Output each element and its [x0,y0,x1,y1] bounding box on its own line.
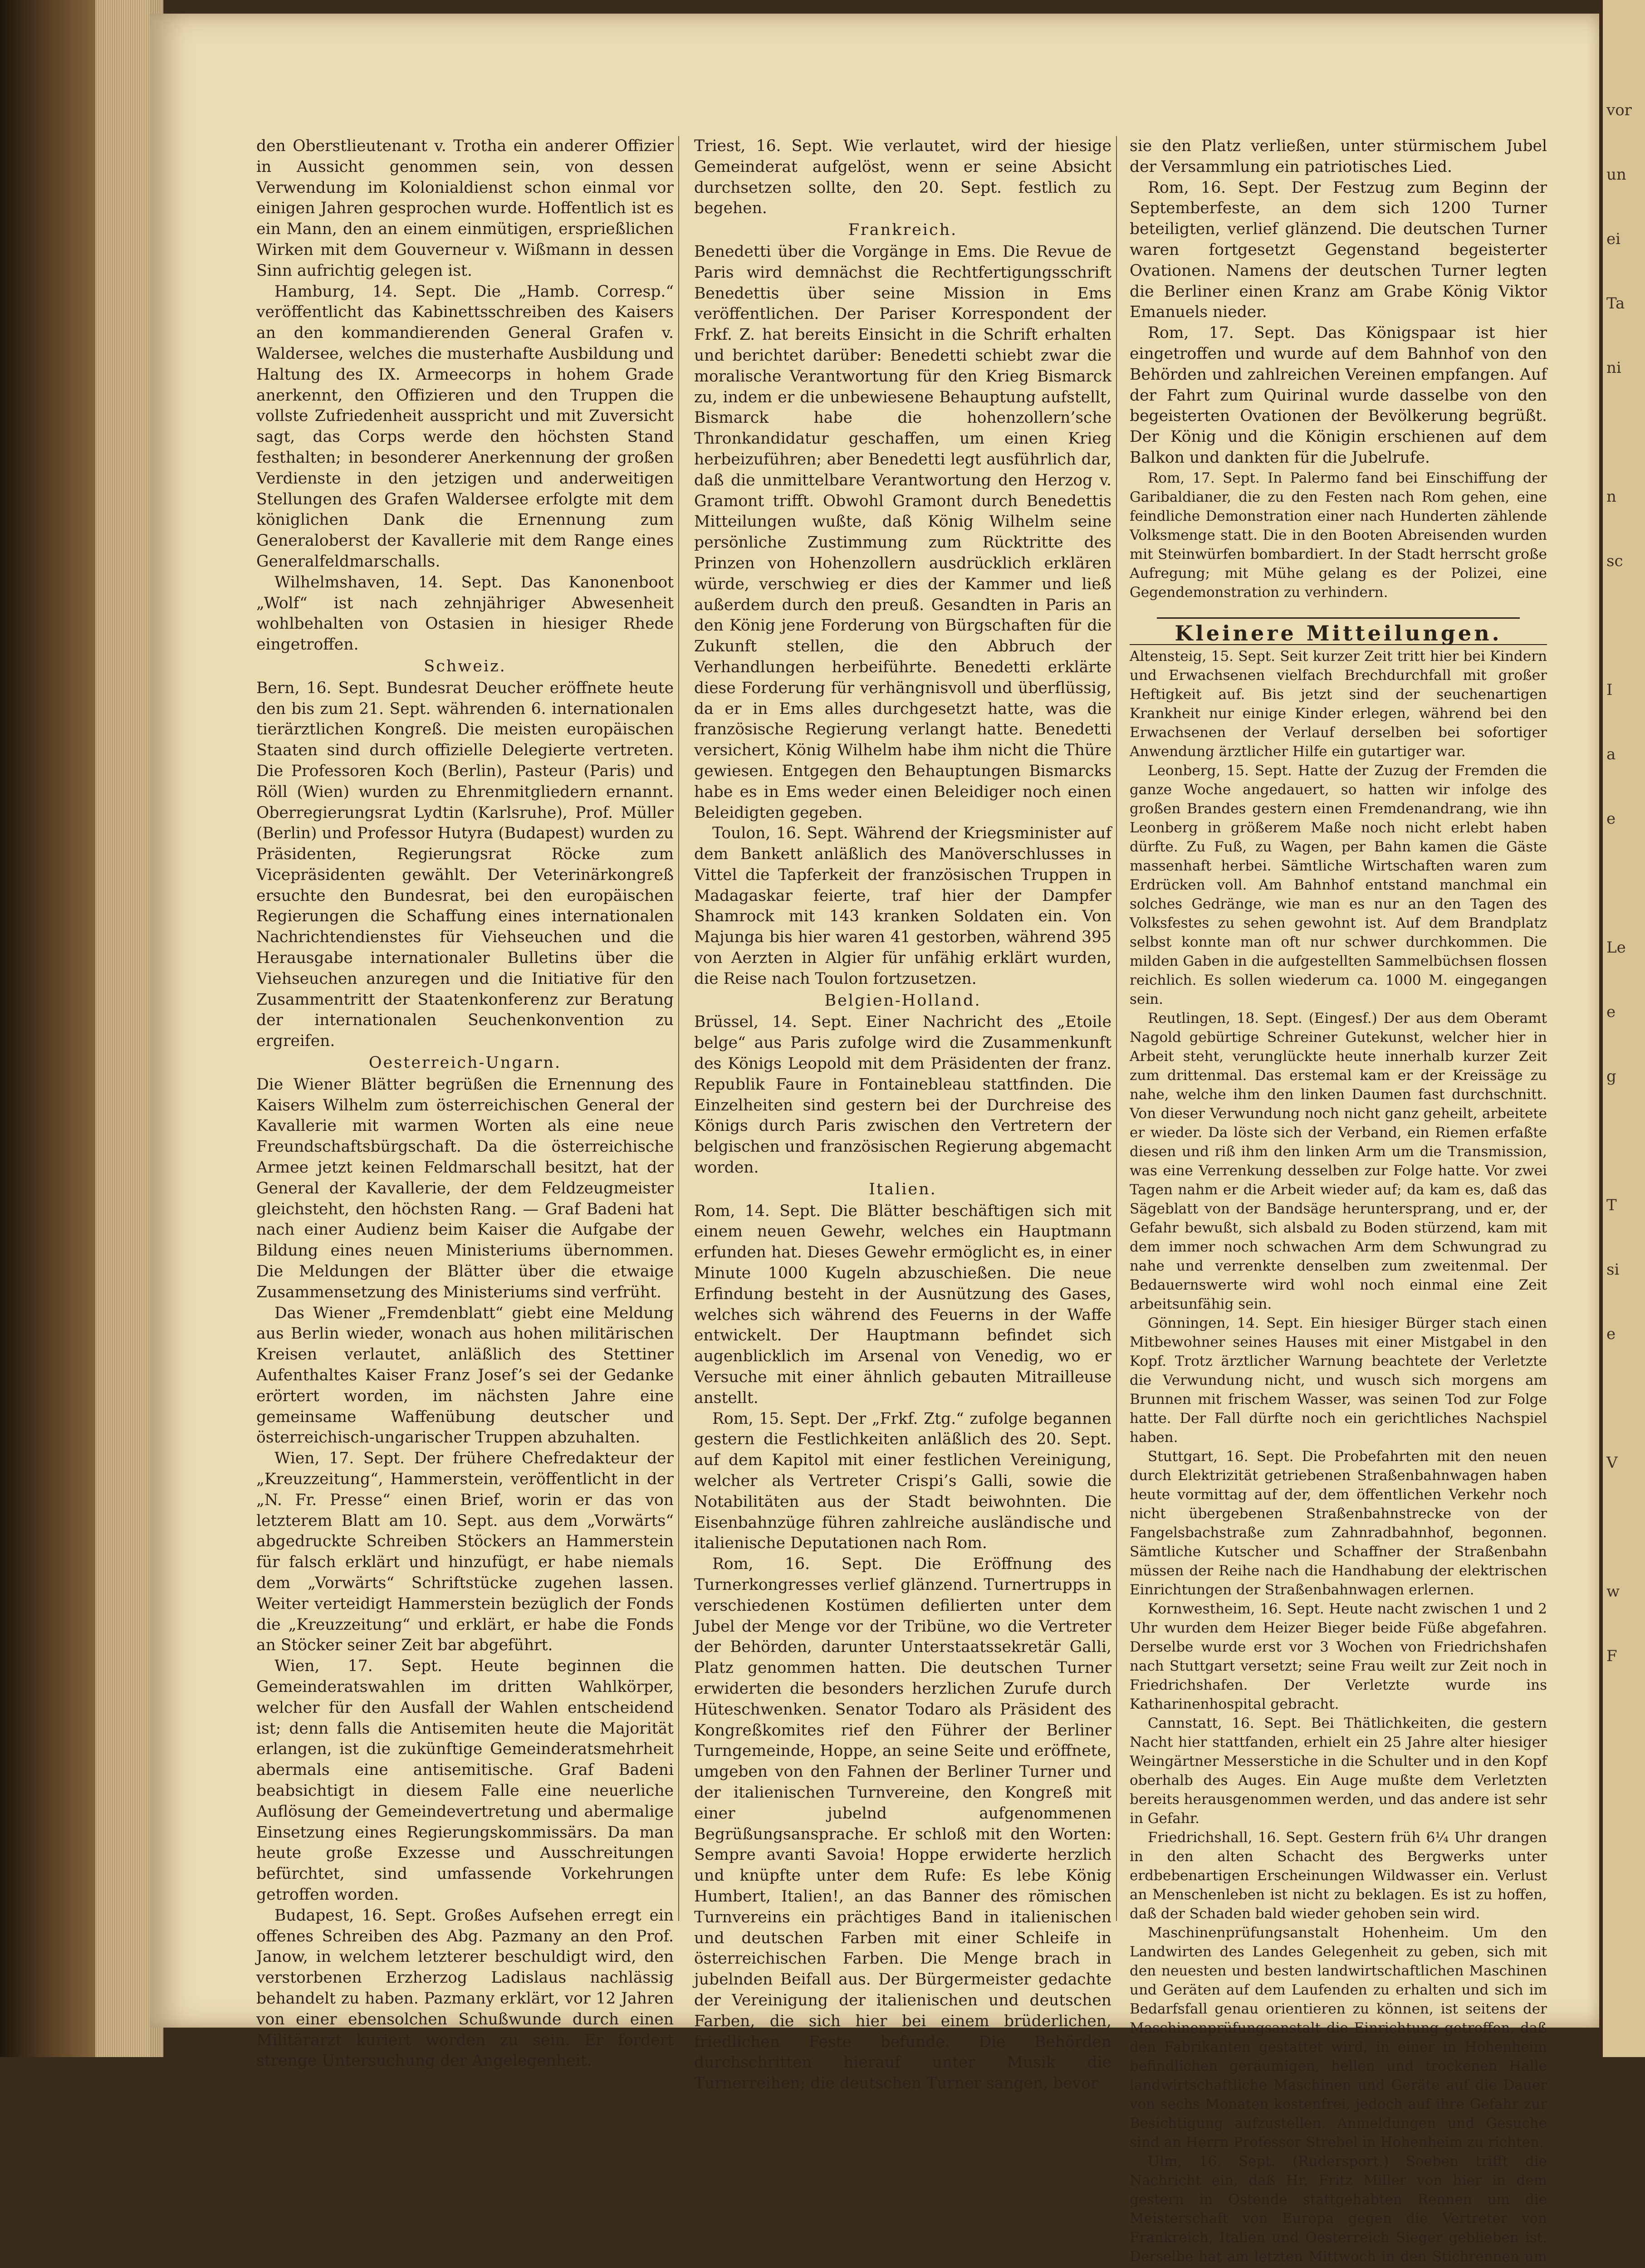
fragment-line [1606,615,1645,636]
column-rule-1 [678,136,679,1921]
section-heading: Oesterreich-Ungarn. [368,1054,562,1072]
article-paragraph: Rom, 16. Sept. Der Festzug zum Beginn der Septemberfeste, an dem sich 1200 Turner beteiligten, verlief glänzend. Die deutschen Turner waren fortgesetzt Gegenstand begeisterter Ovationen. Namens der deutschen Turner legten die Berliner einen Kranz am Grabe König Viktor Emanuels nieder. [1130,178,1547,322]
section-heading: Schweiz. [424,657,506,675]
fragment-line: Ta [1606,294,1625,313]
article-paragraph: Reutlingen, 18. Sept. (Eingesf.) Der aus dem Oberamt Nagold gebürtige Schreiner Gutekunst, welcher hier in Arbeit steht, verunglückte heute innerhalb kurzer Zeit zum drittenmal. Das erstemal kam er der Kreissäge zu nahe, welche ihm den linken Daumen fast durchschnitt. Von dieser Verwundung noch nicht ganz geheilt, arbeitete er wieder. Da löste sich der Verband, ein Riemen erfaßte diesen und riß ihm den linken Arm um die Transmission, was eine Verrenkung desselben zur Folge hatte. Vor zwei Tagen nahm er die Arbeit wieder auf; da kam es, daß das Sägeblatt von der Bandsäge heruntersprang, und er, der Gefahr bewußt, sich alsbald zu Boden stürzend, kam mit dem immer noch schwachen Arm dem Schwungrad zu nahe und verrenkte denselben zum zweitenmal. Der Bedauernswerte wird wohl noch einmal eine Zeit arbeitsunfähig sein. [1130,1010,1547,1312]
article-paragraph: Gönningen, 14. Sept. Ein hiesiger Bürger stach einen Mitbewohner seines Hauses mit einer Mistgabel in den Kopf. Trotz ärztlicher Warnung beachtete der Verletzte die Verwundung nicht, und wusch sich morgens am Brunnen mit frischem Wasser, was seinen Tod zur Folge hatte. Der Fall dürfte noch ein gerichtliches Nachspiel haben. [1130,1315,1547,1446]
article-paragraph: Rom, 17. Sept. Das Königspaar ist hier eingetroffen und wurde auf dem Bahnhof von den Behörden und zahlreichen Vereinen empfangen. Auf der Fahrt zum Quirinal wurde dasselbe von den begeisterten Ovationen der Bevölkerung begrüßt. Der König und die Königin erschienen auf dem Balkon und dankten für die Jubelrufe. [1130,324,1547,467]
newspaper-page [150,14,1599,2265]
article-paragraph: Wien, 17. Sept. Der frühere Chefredakteur der „Kreuzzeitung“, Hammerstein, veröffentlicht in der „N. Fr. Presse“ einen Brief, worin er das von letzterem Blatt am 10. Sept. aus dem „Vorwärts“ abgedruckte Schreiben Stöckers an Hammerstein für falsch erklärt und hinzufügt, er habe niemals dem „Vorwärts“ Schriftstücke zugehen lassen. Weiter verteidigt Hammerstein bezüglich der Fonds die „Kreuzzeitung“ und erklärt, er habe die Fonds an Stöcker seiner Zeit bar abgeführt. [256,1449,674,1655]
article-paragraph: Triest, 16. Sept. Wie verlautet, wird der hiesige Gemeinderat aufgelöst, wenn er seine Absicht durchsetzen sollte, den 20. Sept. festlich zu begehen. [694,137,1111,218]
fragment-line: sc [1606,552,1623,570]
article-paragraph: Rom, 17. Sept. In Palermo fand bei Einschiffung der Garibaldianer, die zu den Festen nach Rom gehen, eine feindliche Demonstration einer nach Hunderten zählende Volksmenge statt. Die in den Booten Abreisenden wurden mit Steinwürfen bombardiert. In der Stadt herrscht große Aufregung; mit Mühe gelang es der Polizei, eine Gegendemonstration zu verhindern. [1130,469,1547,601]
fragment-line [1606,873,1645,894]
column-rule-2 [1116,136,1117,1921]
column-3 [1130,136,1547,2268]
article-paragraph: Friedrichshall, 16. Sept. Gestern früh 6¼ Uhr drangen in den alten Schacht des Bergwerks unter erdbebenartigen Erscheinungen Wildwasser ein. Verlust an Menschenleben ist nicht zu beklagen. Es ist zu hoffen, daß der Schaden bald wieder gehoben sein wird. [1130,1829,1547,1922]
article-paragraph: Budapest, 16. Sept. Großes Aufsehen erregt ein offenes Schreiben des Abg. Pazmany an den Prof. Janow, in welchem letzterer beschuldigt wird, den verstorbenen Erzherzog Ladislaus nachlässig behandelt zu haben. Pazmany erklärt, vor 12 Jahren von einer ebensolchen Schußwunde durch einen Militärarzt kuriert worden zu sein. Er fordert strenge Untersuchung der Angelegenheit. [256,1906,674,2070]
fragment-line: e [1606,810,1616,828]
article-paragraph: Ulm, 16. Sept. (Rudersport.) Soeben trifft die Nachricht ein, daß Hr. Fritz Miller von hier in dem gestern in Ostende stattgehabten Rennen um die Meisterschaft von Europa gegen die Vertreter von Frankreich, Italien und Oesterreich Sieger geblieben ist. Derselbe hat am letzten Mittwoch in den Stichrennen um [1130,2153,1547,2265]
section-heading: Frankreich. [848,221,958,240]
fragment-line: a [1606,745,1616,763]
article-paragraph: Rom, 14. Sept. Die Blätter beschäftigen sich mit einem neuen Gewehr, welches ein Hauptmann erfunden hat. Dieses Gewehr ermöglicht es, in einer Minute 1000 Kugeln abzuschießen. Die neue Erfindung besteht in der Ausnützung des Gases, welches sich während des Feuerns in der Waffe entwickelt. Der Hauptmann befindet sich augenblicklich im Arsenal von Venedig, wo er Versuche mit einer ähnlich gebauten Mitrailleuse anstellt. [694,1202,1111,1407]
fragment-line: ei [1606,230,1621,248]
fragment-line: e [1606,1003,1616,1021]
fragment-line: e [1606,1325,1616,1343]
fragment-line: I [1606,681,1613,699]
fragment-line: g [1606,1067,1616,1085]
fragment-line: ni [1606,359,1621,377]
section-heading: Belgien-Holland. [824,991,981,1010]
fragment-line: F [1606,1647,1617,1665]
section-heading-kleinere-mitteilungen: Kleinere Mitteilungen. [1130,623,1547,645]
article-paragraph: Cannstatt, 16. Sept. Bei Thätlichkeiten, die gestern Nacht hier stattfanden, erhielt ein 25 Jahre alter hiesiger Weingärtner Messerstiche in die Schulter und in den Kopf oberhalb des Auges. Ein Auge mußte dem Verletzten bereits herausgenommen werden, und das andere ist sehr in Gefahr. [1130,1715,1547,1827]
article-paragraph: Bern, 16. Sept. Bundesrat Deucher eröffnete heute den bis zum 21. Sept. währenden 6. internationalen tierärztlichen Kongreß. Die meisten europäischen Staaten sind durch offizielle Delegierte vertreten. Die Professoren Koch (Berlin), Pasteur (Paris) und Röll (Wien) wurden zu Ehrenmitgliedern ernannt. Oberregierungsrat Lydtin (Karlsruhe), Prof. Müller (Berlin) und Professor Hutyra (Budapest) wurden zu Präsidenten, Regierungsrat Röcke zum Vicepräsidenten gewählt. Der Veterinärkongreß ersuchte den Bundesrat, bei den europäischen Regierungen die Schaffung eines internationalen Nachrichtendienstes für Viehseuchen und die Herausgabe internationaler Bulletins über die Viehseuchen anzuregen und die Initiative für den Zusammentritt der Staatenkonferenz zur Beratung der internationalen Seuchenkonvention zu ergreifen. [256,679,674,1051]
article-paragraph: Toulon, 16. Sept. Während der Kriegsminister auf dem Bankett anläßlich des Manöverschlusses in Vittel die Tapferkeit der französischen Truppen in Madagaskar feierte, traf hier der Dampfer Shamrock mit 143 kranken Soldaten ein. Von Majunga bis hier waren 41 gestorben, während 395 von Aerzten in Algier für unfähig erklärt wurden, die Reise nach Toulon fortzusetzen. [694,824,1111,988]
article-paragraph: Hamburg, 14. Sept. Die „Hamb. Corresp.“ veröffentlicht das Kabinettsschreiben des Kaisers an den kommandierenden General Grafen v. Waldersee, welches die musterhafte Ausbildung und Haltung des IX. Armeecorps in hohem Grade anerkennt, den Offizieren und den Truppen die vollste Zufriedenheit ausspricht und mit Zuversicht sagt, das Corps werde den höchsten Stand festhalten; in besonderer Anerkennung der großen Verdienste in den jetzigen und anderweitigen Stellungen des Grafen Waldersee erfolgte mit dem königlichen Dank die Ernennung zum Generaloberst der Kavallerie mit dem Range eines Generalfeldmarschalls. [256,282,674,571]
fragment-line: n [1606,488,1616,506]
next-page-edge [1599,0,1645,2057]
column-2 [694,136,1111,2094]
section-heading: Italien. [869,1180,937,1198]
article-paragraph: Benedetti über die Vorgänge in Ems. Die Revue de Paris wird demnächst die Rechtfertigungsschrift Benedettis über seine Mission in Ems veröffentlichen. Der Pariser Korrespondent der Frkf. Z. hat bereits Einsicht in die Schrift erhalten und berichtet darüber: Benedetti schiebt zwar die moralische Verantwortung für den Krieg Bismarck zu, indem er die unbewiesene Behauptung aufstellt, Bismarck habe die hohenzollern’sche Thronkandidatur geschaffen, um einen Krieg herbeizuführen; aber Benedetti legt ausführlich dar, daß die unmittelbare Verantwortung den Herzog v. Gramont trifft. Obwohl Gramont durch Benedettis Mitteilungen wußte, daß König Wilhelm seine persönliche Zustimmung zum Rücktritte des Prinzen von Hohenzollern ausdrücklich erklären würde, verschwieg er dies der Kammer und ließ außerdem durch den preuß. Gesandten in Paris an den König jene Forderung von Bürgschaften für die Zukunft stellen, die den Abbruch der Verhandlungen herbeiführte. Benedetti erklärte diese Forderung für verhängnisvoll und überflüssig, da er in Ems alles durchgesetzt hatte, was die französische Regierung verlangt hatte. Benedetti versichert, König Wilhelm habe ihm nicht die Thüre gewiesen. Entgegen den Behauptungen Bismarcks habe es in Ems weder einen Beleidiger noch einen Beleidigten gegeben. [694,242,1111,822]
fragment-line: vor [1606,101,1632,119]
article-paragraph: Wilhelmshaven, 14. Sept. Das Kanonenboot „Wolf“ ist nach zehnjähriger Abwesenheit wohlbehalten von Ostasien in hiesiger Rhede eingetroffen. [256,573,674,654]
article-paragraph: Stuttgart, 16. Sept. Die Probefahrten mit den neuen durch Elektrizität getriebenen Straßenbahnwagen haben heute vormittag auf der, dem öffentlichen Verkehr noch nicht übergebenen Straßenbahnstrecke von der Fangelsbachstraße zum Zahnradbahnhof, begonnen. Sämtliche Kutscher und Schaffner der Straßenbahn müssen der Reihe nach die Handhabung der elektrischen Einrichtungen der Straßenbahnwagen erlernen. [1130,1448,1547,1598]
article-paragraph: sie den Platz verließen, unter stürmischem Jubel der Versammlung ein patriotisches Lied. [1130,137,1547,176]
column-1 [256,136,674,2072]
article-paragraph: Rom, 16. Sept. Die Eröffnung des Turnerkongresses verlief glänzend. Turnertrupps in verschiedenen Kostümen defilierten unter dem Jubel der Menge vor der Tribüne, wo die Vertreter der Behörden, darunter Unterstaatssekretär Galli, Platz genommen hatten. Die deutschen Turner erwiderten die besonders herzlichen Zurufe durch Hüteschwenken. Senator Todaro als Präsident des Kongreßkomites rief den Führer der Berliner Turngemeinde, Hoppe, an seine Seite und eröffnete, umgeben von den Fahnen der Berliner Turner und der italienischen Turnvereine, den Kongreß mit einer jubelnd aufgenommenen Begrüßungsansprache. Er schloß mit den Worten: Sempre avanti Savoia! Hoppe erwiderte herzlich und knüpfte unter dem Rufe: Es lebe König Humbert, Italien!, an das Banner des römischen Turnvereins ein prächtiges Band in italienischen und deutschen Farben mit einer Schleife in österreichischen Farben. Die Menge brach in jubelnden Beifall aus. Der Bürgermeister gedachte der Vereinigung der italienischen und deutschen Farben, die sich hier bei einem brüderlichen, friedlichen Feste befunde. Die Behörden durchschritten hierauf unter Musik die Turnerreihen; die deutschen Turner sangen, bevor [694,1555,1111,2093]
article-paragraph: Brüssel, 14. Sept. Einer Nachricht des „Etoile belge“ aus Paris zufolge wird die Zusammenkunft des Königs Leopold mit dem Präsidenten der franz. Republik Faure in Fontainebleau stattfinden. Die Einzelheiten sind gestern bei der Durchreise des Königs durch Paris zwischen den Vertretern der belgischen und französischen Regierung abgemacht worden. [694,1013,1111,1177]
fragment-line [1606,1517,1645,1538]
fragment-line: V [1606,1454,1618,1472]
fragment-line: si [1606,1261,1620,1279]
article-paragraph: Leonberg, 15. Sept. Hatte der Zuzug der Fremden die ganze Woche angedauert, so hatten wir infolge des großen Brandes gestern einen Fremdenandrang, wie ihn Leonberg in größerem Maße noch nicht erlebt haben dürfte. Zu Fuß, zu Wagen, per Bahn kamen die Gäste massenhaft herbei. Sämtliche Wirtschaften waren zum Erdrücken voll. Am Bahnhof entstand manchmal ein solches Gedränge, wie man es nur an den Tagen des Volksfestes zu sehen gewohnt ist. Auf dem Brandplatz selbst konnte man oft nur schwer durchkommen. Die milden Gaben in die aufgestellten Sammelbüchsen flossen reichlich. Es sollen wiederum ca. 1000 M. eingegangen sein. [1130,762,1547,1007]
article-paragraph: Das Wiener „Fremdenblatt“ giebt eine Meldung aus Berlin wieder, wonach aus hohen militärischen Kreisen verlautet, anläßlich des Stettiner Aufenthaltes Kaiser Franz Josef’s sei der Gedanke erörtert worden, im nächsten Jahre eine gemeinsame Waffenübung deutscher und österreichisch-ungarischer Truppen abzuhalten. [256,1304,674,1447]
divider [1157,617,1520,619]
article-paragraph: den Oberstlieutenant v. Trotha ein anderer Offizier in Aussicht genommen sein, von dessen Verwendung im Kolonialdienst schon einmal vor einigen Jahren gesprochen wurde. Hoffentlich ist es ein Mann, den an einem einmütigen, ersprießlichen Wirken mit dem Gouverneur v. Wißmann in dessen Sinn aufrichtig gelegen ist. [256,137,674,280]
article-paragraph: Wien, 17. Sept. Heute beginnen die Gemeinderatswahlen im dritten Wahlkörper, welcher für den Ausfall der Wahlen entscheidend ist; denn falls die Antisemiten heute die Majorität erlangen, ist die zukünftige Gemeinderatsmehrheit abermals eine antisemitische. Graf Badeni beabsichtigt in diesem Falle eine neuerliche Auflösung der Gemeindevertretung und abermalige Einsetzung eines Regierungskommissärs. Da man heute große Exzesse und Ausschreitungen befürchtet, sind umfassende Vorkehrungen getroffen worden. [256,1657,674,1904]
fragment-line [1606,1388,1645,1409]
article-paragraph: Rom, 15. Sept. Der „Frkf. Ztg.“ zufolge begannen gestern die Festlichkeiten anläßlich des 20. Sept. auf dem Kapitol mit einer festlichen Vereinigung, welcher als Vertreter Crispi’s Galli, sowie die Notabilitäten aus der Stadt beiwohnten. Die Eisenbahnzüge führen zahlreiche ausländische und italienische Deputationen nach Rom. [694,1409,1111,1553]
fragment-line: T [1606,1196,1617,1214]
fragment-line: un [1606,166,1626,184]
fragment-line [1606,422,1645,443]
article-paragraph: Maschinenprüfungsanstalt Hohenheim. Um den Landwirten des Landes Gelegenheit zu geben, sich mit den neuesten und besten landwirtschaftlichen Maschinen und Geräten auf dem Laufenden zu erhalten und sich im Bedarfsfall genau orientieren zu können, ist seitens der Maschinenprüfungsanstalt die Einrichtung getroffen, daß den Fabrikanten gestattet wird, in einer in Hohenheim befindlichen geräumigen, hellen und trockenen Halle landwirtschaftliche Maschinen und Geräte auf die Dauer von sechs Monaten kostenfrei, jedoch auf ihre Gefahr zur Besichtigung aufzustellen. Anmeldungen und Gesuche sind an Herrn Professor Strebel in Hohenheim zu richten. [1130,1924,1547,2151]
fragment-line [1606,1130,1645,1151]
fragment-line: Le [1606,938,1626,957]
article-paragraph: Kornwestheim, 16. Sept. Heute nacht zwischen 1 und 2 Uhr wurden dem Heizer Bieger beide Füße abgefahren. Derselbe wurde erst vor 3 Wochen von Friedrichshafen nach Stuttgart versetzt; seine Frau weilt zur Zeit noch in Friedrichshafen. Der Verletzte wurde ins Katharinenhospital gebracht. [1130,1600,1547,1712]
article-paragraph: Die Wiener Blätter begrüßen die Ernennung des Kaisers Wilhelm zum österreichischen General der Kavallerie mit warmen Worten als eine neue Freundschaftsbürgschaft. Da die österreichische Armee jetzt keinen Feldmarschall besitzt, hat der General der Kavallerie, der dem Feldzeugmeister gleichsteht, den höchsten Rang. — Graf Badeni hat nach einer Audienz beim Kaiser die Aufgabe der Bildung eines neuen Ministeriums übernommen. Die Meldungen der Blätter über die etwaige Zusammensetzung des Ministeriums sind verfrüht. [256,1075,674,1301]
fragment-line: w [1606,1583,1620,1601]
next-page-fragments [1603,0,1645,1667]
article-paragraph: Altensteig, 15. Sept. Seit kurzer Zeit tritt hier bei Kindern und Erwachsenen vielfach Brechdurchfall mit großer Heftigkeit auf. Bis jetzt sind der seuchenartigen Krankheit nur einige Kinder erlegen, während bei den Erwachsenen der Verlauf derselben bei sofortiger Anwendung ärztlicher Hilfe ein gutartiger war. [1130,648,1547,760]
